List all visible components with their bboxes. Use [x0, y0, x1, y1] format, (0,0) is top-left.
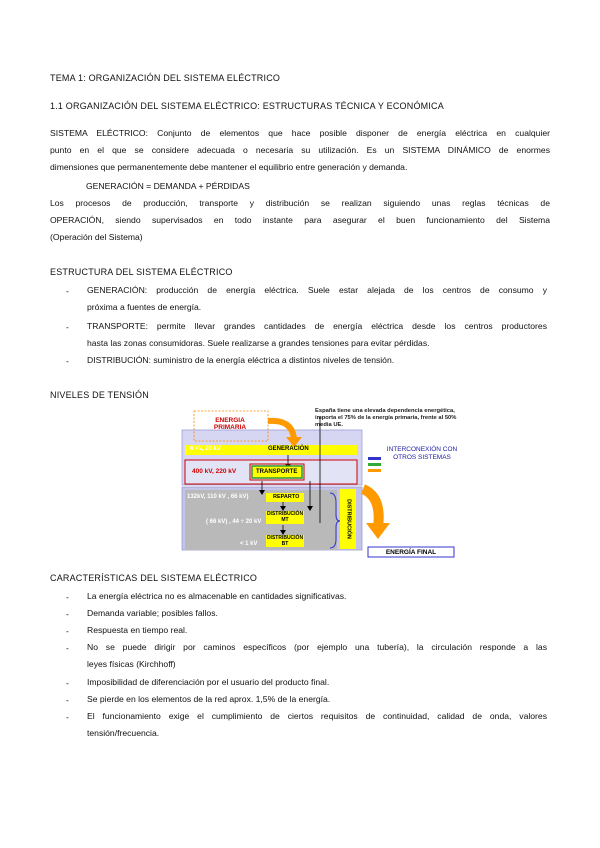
- bullet-dash: -: [66, 678, 69, 688]
- voltage-levels-diagram: [180, 405, 460, 563]
- intro-line-5: OPERACIÓN, siendo supervisados en todo instante para asegurar el buen funcionamiento del Sistema: [50, 215, 550, 225]
- main-heading: TEMA 1: ORGANIZACIÓN DEL SISTEMA ELÉCTRICO: [50, 73, 281, 83]
- caracteristica-item: Se pierde en los elementos de la red aprox. 1,5% de la energía.: [87, 694, 331, 704]
- dist-bt-label: DISTRIBUCIÓN BT: [266, 535, 304, 547]
- intro-line-1: SISTEMA ELÉCTRICO: Conjunto de elementos que hace posible disponer de energía eléctrica en cualquier: [50, 128, 550, 138]
- gen-kv-label: 6 kV, 20 kV: [190, 446, 221, 452]
- reparto-label: REPARTO: [273, 494, 300, 500]
- energia-final-label: ENERGÍA FINAL: [385, 549, 437, 556]
- niveles-title: NIVELES DE TENSIÓN: [50, 390, 149, 400]
- bullet-dash: -: [66, 322, 69, 332]
- mt-kv-label: ( 66 kV) , 44 ÷ 20 kV: [206, 519, 262, 525]
- bullet-dash: -: [66, 609, 69, 619]
- intro-line-4: Los procesos de producción, transporte y distribución se realizan siguiendo unas reglas técnicas de: [50, 198, 550, 208]
- caracteristica-item: La energía eléctrica no es almacenable en cantidades significativas.: [87, 591, 347, 601]
- distribucion-vertical-label: DISTRIBUCIÓN: [345, 499, 352, 539]
- generacion-label: GENERACIÓN: [268, 446, 309, 452]
- bullet-dash: -: [66, 286, 69, 296]
- estructura-item-transporte: TRANSPORTE: permite llevar grandes cantidades de energía eléctrica desde los centros productores hasta las zonas consumidoras. Suele realizarse a grandes tensiones para evitar pérdidas.: [87, 321, 547, 348]
- dist-mt-label: DISTRIBUCIÓN MT: [266, 511, 304, 523]
- bullet-dash: -: [66, 592, 69, 602]
- bullet-dash: -: [66, 712, 69, 722]
- caracteristica-item: El funcionamiento exige el cumplimiento de ciertos requisitos de continuidad, calidad de onda, valores tensión/frecuencia.: [87, 711, 547, 738]
- estructura-item-distribucion: DISTRIBUCIÓN: suministro de la energía eléctrica a distintos niveles de tensión.: [87, 355, 395, 365]
- caracteristica-item: Demanda variable; posibles fallos.: [87, 608, 218, 618]
- transporte-kv-label: 400 kV, 220 kV: [192, 468, 237, 475]
- estructura-item-generacion: GENERACIÓN: producción de energía eléctrica. Suele estar alejada de los centros de consumo y próxima a fuentes de energía.: [87, 285, 547, 312]
- balance-equation: GENERACIÓN = DEMANDA + PÉRDIDAS: [86, 181, 250, 191]
- transporte-label: TRANSPORTE: [256, 469, 298, 475]
- caracteristica-item: Imposibilidad de diferenciación por el usuario del producto final.: [87, 677, 330, 687]
- bt-kv-label: < 1 kV: [240, 541, 258, 547]
- interconexion-label: INTERCONEXIÓN CON OTROS SISTEMAS: [386, 446, 458, 461]
- intro-line-3: dimensiones que permanentemente debe mantener el equilibrio entre generación y demanda.: [50, 162, 408, 172]
- intro-line-6: (Operación del Sistema): [50, 232, 143, 242]
- dependency-note: España tiene una elevada dependencia energética, importa el 75% de la energía primaria, frente al 50% media UE.: [315, 408, 457, 428]
- sub-heading: 1.1 ORGANIZACIÓN DEL SISTEMA ELÉCTRICO: ESTRUCTURAS TÉCNICA Y ECONÓMICA: [50, 101, 444, 111]
- estructura-title: ESTRUCTURA DEL SISTEMA ELÉCTRICO: [50, 267, 233, 277]
- intro-line-2: punto en el que se considere adecuada o necesaria su utilización. Es un SISTEMA DINÁMICO de enormes: [50, 145, 550, 155]
- reparto-kv-label: 132kV, 110 kV , 66 kV): [187, 494, 249, 500]
- bullet-dash: -: [66, 356, 69, 366]
- bullet-dash: -: [66, 626, 69, 636]
- caracteristica-item: No se puede dirigir por caminos específicos (por ejemplo una tubería), la circulación responde a las leyes físicas (Kirchhoff): [87, 642, 547, 669]
- caracteristica-item: Respuesta en tiempo real.: [87, 625, 188, 635]
- bullet-dash: -: [66, 643, 69, 653]
- caracteristicas-title: CARACTERÍSTICAS DEL SISTEMA ELÉCTRICO: [50, 573, 258, 583]
- energia-primaria-label: ENERGIA PRIMARIA: [213, 417, 247, 431]
- bullet-dash: -: [66, 695, 69, 705]
